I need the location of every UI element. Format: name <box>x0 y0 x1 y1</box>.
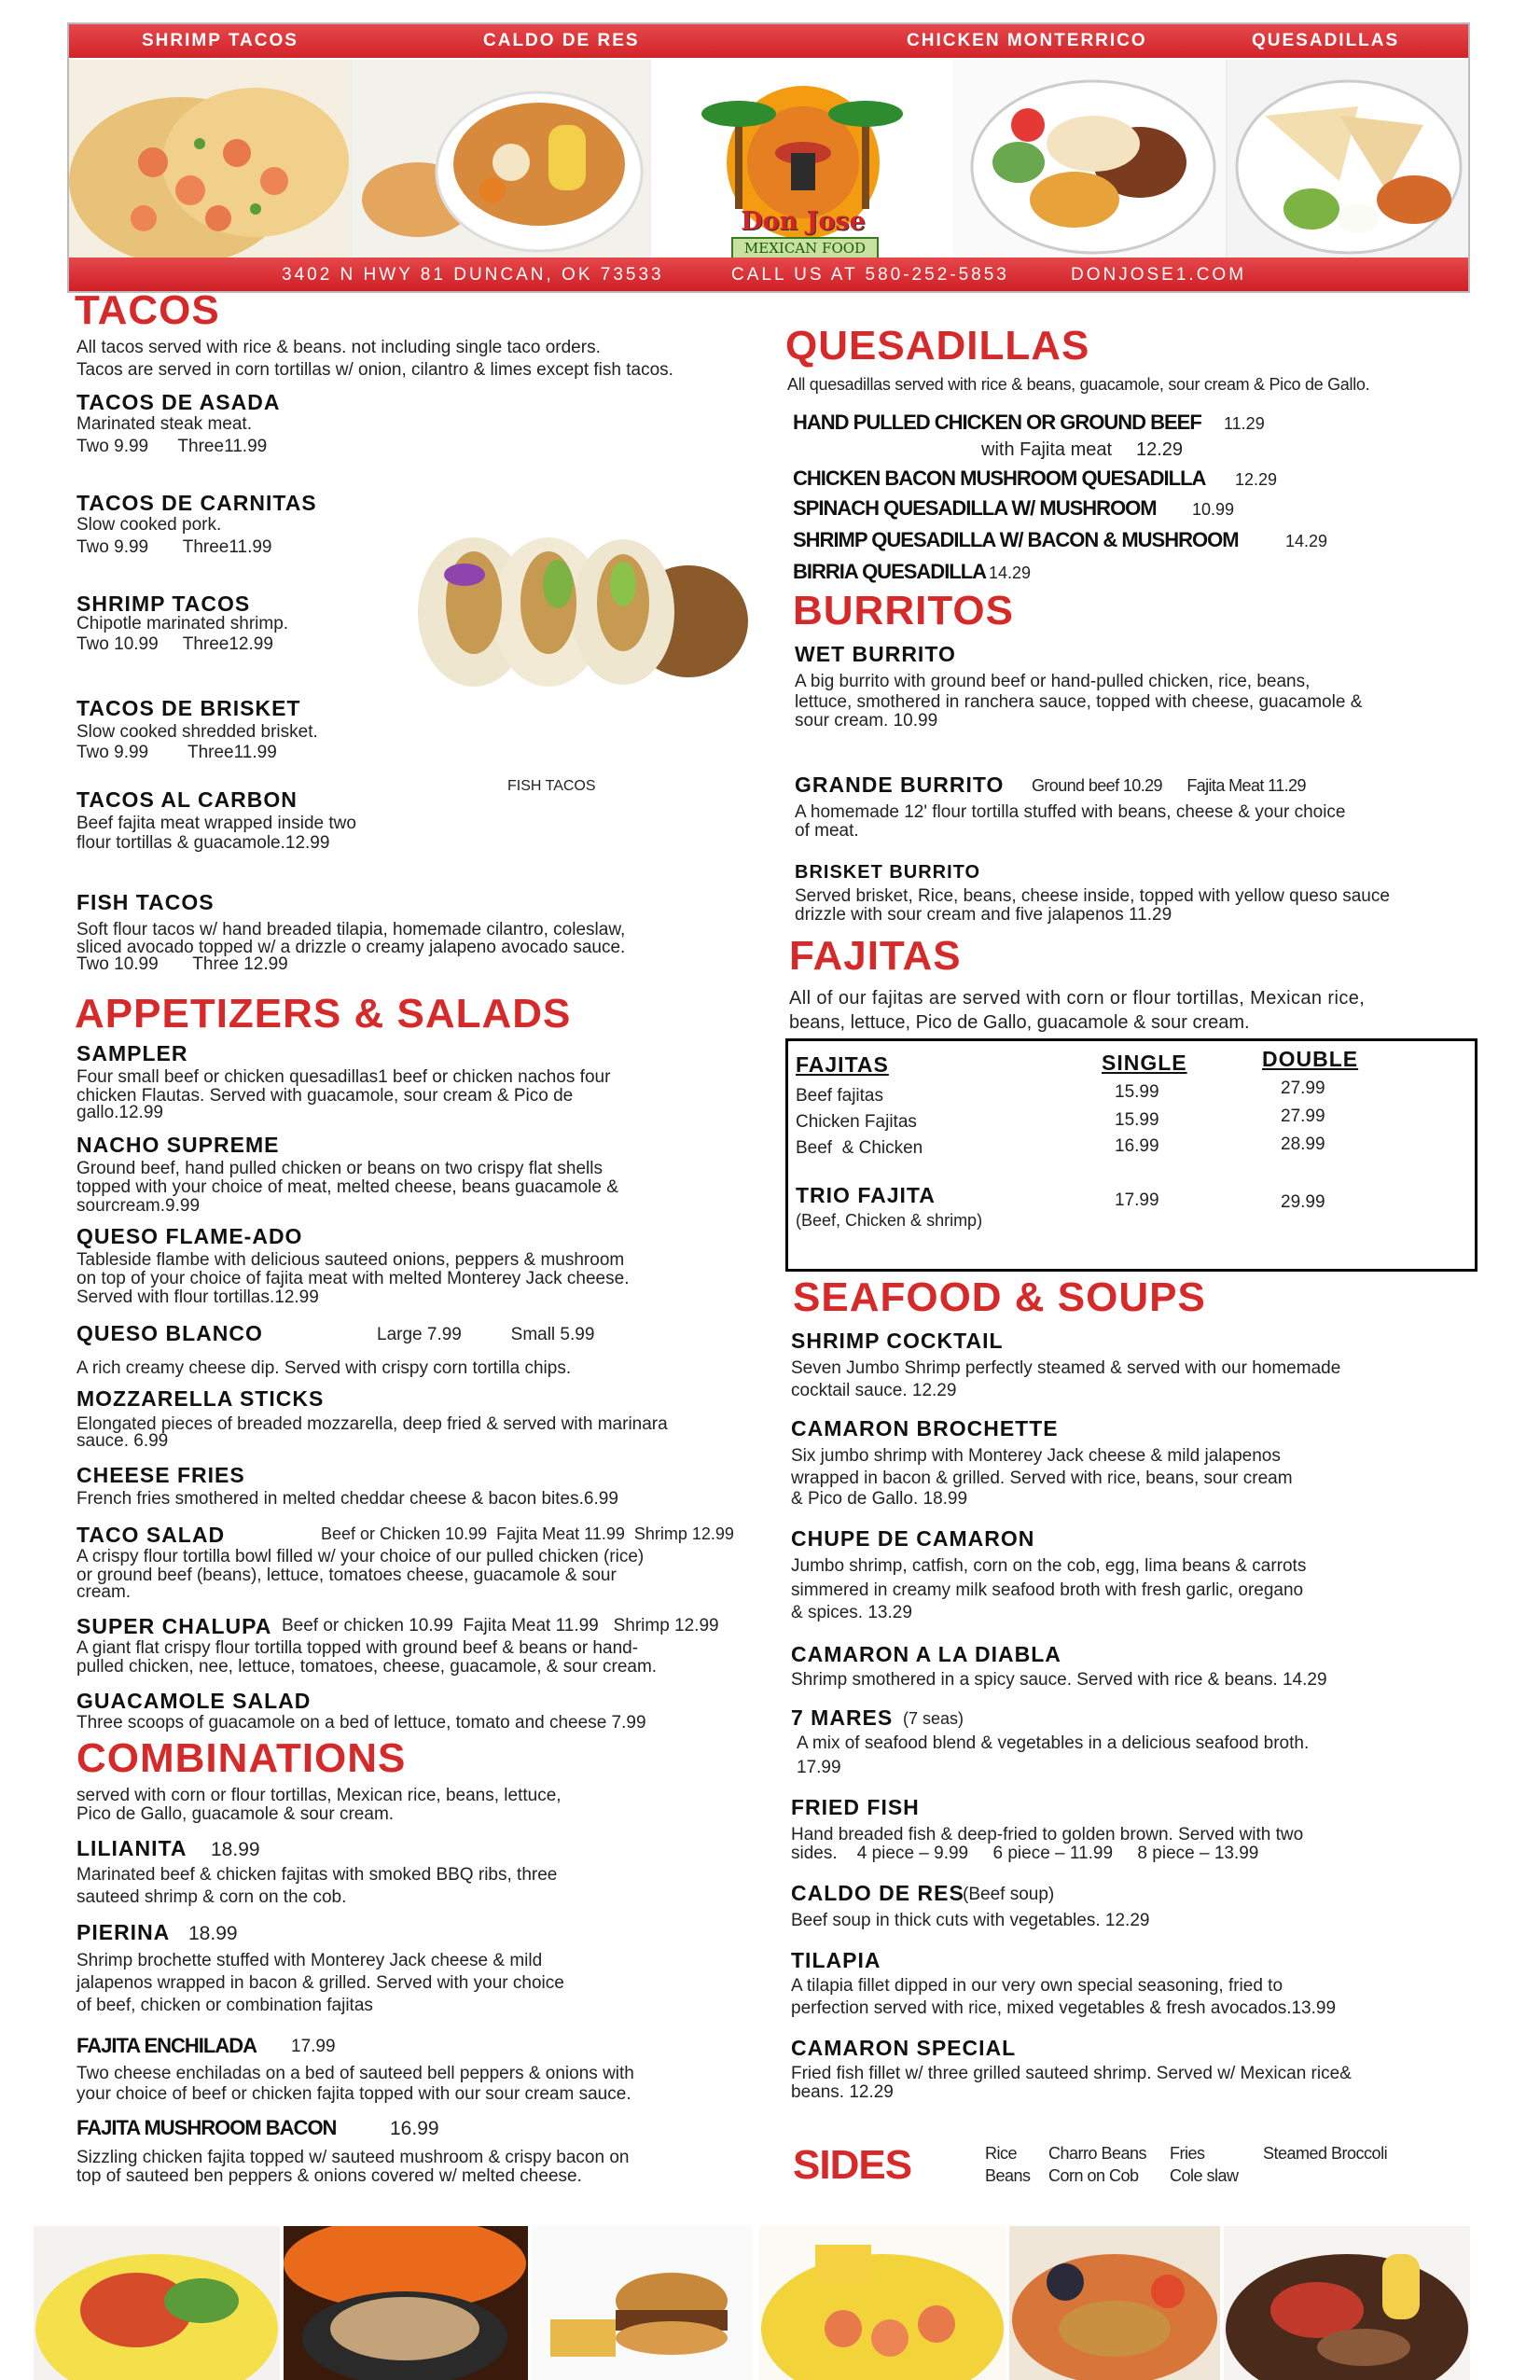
tacos-heading: TACOS <box>75 287 220 333</box>
caption-caldo-de-res: CALDO DE RES <box>483 31 640 50</box>
fish-tacos-photo <box>409 519 750 696</box>
appetizer-item-desc: topped with your choice of meat, melted cheese, beans guacamole & <box>76 1177 618 1197</box>
taco-item-price: Two 10.99 Three12.99 <box>76 634 273 654</box>
taco-item-name: TACOS DE CARNITAS <box>76 491 317 515</box>
combination-item-price: 17.99 <box>291 2037 336 2056</box>
taco-item-desc: Chipotle marinated shrimp. <box>76 614 289 633</box>
seafood-item-desc: Beef soup in thick cuts with vegetables. 12.29 <box>791 1911 1150 1930</box>
sizzling-fajita-photo <box>284 2226 528 2380</box>
seafood-heading: SEAFOOD & SOUPS <box>793 1274 1206 1320</box>
seafood-item-name: CAMARON A LA DIABLA <box>791 1642 1061 1666</box>
side-item: Beans <box>985 2166 1031 2185</box>
seafood-item-name: 7 MARES <box>791 1705 894 1730</box>
appetizer-item-desc: Ground beef, hand pulled chicken or beans on two crispy flat shells <box>76 1159 603 1178</box>
taco-item-name: TACOS DE BRISKET <box>76 696 301 720</box>
appetizer-item-desc: Tableside flambe with delicious sauteed onions, peppers & mushroom <box>76 1250 625 1270</box>
burrito-item-desc: of meat. <box>795 821 859 841</box>
combinations-heading: COMBINATIONS <box>76 1735 407 1781</box>
tacos-intro-line-2: Tacos are served in corn tortillas w/ onion, cilantro & limes except fish tacos. <box>76 360 673 380</box>
taco-item-desc: Slow cooked shredded brisket. <box>76 722 318 742</box>
taco-item-name: TACOS DE ASADA <box>76 390 281 414</box>
single-column-header: SINGLE <box>1102 1051 1187 1075</box>
restaurant-address: 3402 N HWY 81 DUNCAN, OK 73533 <box>282 265 664 285</box>
combinations-intro: Pico de Gallo, guacamole & sour cream. <box>76 1804 395 1824</box>
quesadilla-item-name: HAND PULLED CHICKEN OR GROUND BEEF <box>793 411 1201 434</box>
burritos-heading: BURRITOS <box>793 588 1014 633</box>
logo-name: Don Jose <box>741 207 866 236</box>
shrimp-plate-photo <box>759 2226 1006 2380</box>
restaurant-website[interactable]: DONJOSE1.COM <box>1071 265 1247 285</box>
combination-item-price: 18.99 <box>188 1923 238 1944</box>
burrito-item-desc: lettuce, smothered in ranchera sauce, topped with cheese, guacamole & <box>795 692 1363 712</box>
seafood-item-desc: 17.99 <box>797 1758 841 1777</box>
caldo-de-res-photo <box>353 60 652 267</box>
appetizer-item-desc: sauce. 6.99 <box>76 1431 169 1451</box>
side-item: Fries <box>1170 2144 1205 2163</box>
logo-subtitle: MEXICAN FOOD <box>731 237 879 259</box>
seafood-item-desc: A tilapia fillet dipped in our very own special seasoning, fried to <box>791 1976 1283 1996</box>
appetizer-item-desc: pulled chicken, nee, lettuce, tomatoes, cheese, guacamole, & sour cream. <box>76 1657 658 1677</box>
caption-quesadillas: QUESADILLAS <box>1252 31 1400 50</box>
appetizer-item-name: TACO SALAD <box>76 1523 226 1547</box>
appetizer-item-desc: sourcream.9.99 <box>76 1196 201 1216</box>
appetizer-item-name: SUPER CHALUPA <box>76 1614 272 1638</box>
quesadilla-item-name: CHICKEN BACON MUSHROOM QUESADILLA <box>793 466 1206 490</box>
fajita-row-single: 16.99 <box>1115 1136 1159 1156</box>
quesadillas-heading: QUESADILLAS <box>785 323 1090 369</box>
seafood-platter-photo <box>1009 2226 1220 2380</box>
side-item: Cole slaw <box>1170 2166 1239 2185</box>
appetizer-item-desc: cream. <box>76 1582 132 1602</box>
combination-item-desc: sauteed shrimp & corn on the cob. <box>76 1887 347 1907</box>
quesadilla-item-price: 14.29 <box>1285 532 1328 550</box>
appetizer-item-desc: A rich creamy cheese dip. Served with crispy corn tortilla chips. <box>76 1358 572 1378</box>
appetizer-item-desc: or ground beef (beans), lettuce, tomatoes cheese, guacamole & sour <box>76 1566 617 1585</box>
burrito-item-name: WET BURRITO <box>795 642 956 666</box>
burrito-item-desc: Served brisket, Rice, beans, cheese inside, topped with yellow queso sauce <box>795 886 1390 906</box>
combination-item-desc: Shrimp brochette stuffed with Monterey Jack cheese & mild <box>76 1951 543 1970</box>
fajita-row-double: 27.99 <box>1281 1079 1325 1098</box>
quesadilla-item-name: SHRIMP QUESADILLA W/ BACON & MUSHROOM <box>793 528 1239 551</box>
seafood-item-desc: Jumbo shrimp, catfish, corn on the cob, egg, lima beans & carrots <box>791 1556 1307 1576</box>
burrito-item-name: GRANDE BURRITO <box>795 772 1005 797</box>
seafood-item-name: CALDO DE RES <box>791 1881 964 1905</box>
seafood-item-name: CAMARON BROCHETTE <box>791 1416 1059 1441</box>
seafood-item-desc: Six jumbo shrimp with Monterey Jack cheese & mild jalapenos <box>791 1446 1281 1466</box>
quesadilla-item-option: with Fajita meat <box>981 439 1113 460</box>
seafood-item-name: SHRIMP COCKTAIL <box>791 1329 1004 1353</box>
seafood-item-name: CHUPE DE CAMARON <box>791 1526 1035 1551</box>
seafood-item-desc: & spices. 13.29 <box>791 1603 912 1622</box>
seafood-item-name: CAMARON SPECIAL <box>791 2036 1017 2060</box>
appetizer-item-name: CHEESE FRIES <box>76 1463 245 1487</box>
fajitas-price-table <box>785 1038 1478 1272</box>
seafood-item-note: (Beef soup) <box>963 1885 1055 1904</box>
tacos-intro-line-1: All tacos served with rice & beans. not including single taco orders. <box>76 338 601 357</box>
quesadilla-item-name: SPINACH QUESADILLA W/ MUSHROOM <box>793 496 1157 520</box>
taco-item-price: Two 9.99 Three11.99 <box>76 537 272 557</box>
appetizer-item-sizes: Large 7.99 Small 5.99 <box>377 1325 595 1344</box>
taco-item-desc: Slow cooked pork. <box>76 515 222 535</box>
fajitas-intro: All of our fajitas are served with corn or flour tortillas, Mexican rice, <box>789 988 1366 1009</box>
burrito-item-desc: sour cream. 10.99 <box>795 711 938 731</box>
chicken-monterrico-photo <box>953 60 1228 267</box>
taco-item-desc: Marinated steak meat. <box>76 414 252 434</box>
trio-fajita-single: 17.99 <box>1115 1190 1159 1210</box>
appetizer-item-name: SAMPLER <box>76 1041 188 1065</box>
fajita-row-double: 28.99 <box>1281 1134 1325 1154</box>
shrimp-tacos-photo <box>69 60 354 267</box>
quesadilla-item-price: 12.29 <box>1235 470 1278 489</box>
appetizer-item-desc: chicken Flautas. Served with guacamole, sour cream & Pico de <box>76 1086 574 1106</box>
seafood-item-name: TILAPIA <box>791 1948 881 1972</box>
combination-item-price: 16.99 <box>390 2118 439 2139</box>
quesadilla-item-price: 10.99 <box>1192 500 1235 519</box>
side-item: Steamed Broccoli <box>1263 2144 1388 2163</box>
combination-item-name: FAJITA ENCHILADA <box>76 2034 257 2057</box>
mixed-grill-photo <box>1224 2226 1470 2380</box>
fajitas-column-header: FAJITAS <box>796 1052 889 1077</box>
header-banner <box>67 22 1470 293</box>
seafood-item-desc: cocktail sauce. 12.29 <box>791 1381 957 1400</box>
appetizer-item-name: QUESO BLANCO <box>76 1321 263 1345</box>
appetizer-item-desc: A giant flat crispy flour tortilla topped with ground beef & beans or hand- <box>76 1638 639 1658</box>
fajita-row-single: 15.99 <box>1115 1110 1159 1130</box>
quesadilla-item-name: BIRRIA QUESADILLA <box>793 560 987 583</box>
taco-item-desc: sliced avocado topped w/ a drizzle o creamy jalapeno avocado sauce. <box>76 938 626 957</box>
combination-item-desc: Sizzling chicken fajita topped w/ sauteed mushroom & crispy bacon on <box>76 2148 630 2167</box>
combination-item-name: LILIANITA <box>76 1836 187 1860</box>
appetizer-item-desc: Served with flour tortillas.12.99 <box>76 1287 319 1307</box>
seafood-item-desc: sides. 4 piece – 9.99 6 piece – 11.99 8 piece – 13.99 <box>791 1844 1259 1863</box>
taco-item-desc: Soft flour tacos w/ hand breaded tilapia, homemade cilantro, coleslaw, <box>76 920 626 939</box>
caption-chicken-monterrico: CHICKEN MONTERRICO <box>907 31 1147 50</box>
fajitas-heading: FAJITAS <box>789 933 962 979</box>
appetizer-item-desc: gallo.12.99 <box>76 1103 163 1122</box>
side-item: Charro Beans <box>1048 2144 1147 2163</box>
fajita-row-double: 27.99 <box>1281 1106 1325 1126</box>
trio-fajita-desc: (Beef, Chicken & shrimp) <box>796 1211 983 1230</box>
seafood-item-desc: & Pico de Gallo. 18.99 <box>791 1489 968 1509</box>
quesadillas-intro: All quesadillas served with rice & beans, guacamole, sour cream & Pico de Gallo. <box>787 375 1370 394</box>
side-item: Rice <box>985 2144 1018 2163</box>
fajita-row-name: Beef & Chicken <box>796 1138 923 1158</box>
appetizer-item-name: GUACAMOLE SALAD <box>76 1689 312 1713</box>
quesadilla-item-price: 12.29 <box>1136 439 1184 460</box>
quesadillas-photo <box>1228 60 1468 267</box>
restaurant-phone[interactable]: CALL US AT 580-252-5853 <box>731 265 1009 285</box>
appetizer-item-desc: French fries smothered in melted cheddar cheese & bacon bites.6.99 <box>76 1489 618 1509</box>
appetizer-item-desc: Elongated pieces of breaded mozzarella, deep fried & served with marinara <box>76 1414 668 1434</box>
trio-fajita-name: TRIO FAJITA <box>796 1183 936 1207</box>
taco-item-name: FISH TACOS <box>76 890 215 914</box>
seafood-item-desc: Shrimp smothered in a spicy sauce. Served with rice & beans. 14.29 <box>791 1670 1327 1690</box>
fajita-row-single: 15.99 <box>1115 1082 1159 1102</box>
combination-item-desc: Marinated beef & chicken fajitas with smoked BBQ ribs, three <box>76 1865 558 1885</box>
quesadilla-item-price: 11.29 <box>1224 414 1265 433</box>
seafood-item-desc: simmered in creamy milk seafood broth with fresh garlic, oregano <box>791 1580 1304 1600</box>
fajita-row-name: Beef fajitas <box>796 1086 883 1106</box>
taco-item-name: SHRIMP TACOS <box>76 592 251 616</box>
combination-item-desc: Two cheese enchiladas on a bed of sauteed bell peppers & onions with <box>76 2064 634 2083</box>
fajita-row-name: Chicken Fajitas <box>796 1112 917 1132</box>
quesadilla-item-price: 14.29 <box>989 564 1032 582</box>
burger-and-fries-photo <box>532 2226 752 2380</box>
seafood-item-desc: beans. 12.29 <box>791 2082 894 2102</box>
sides-heading: SIDES <box>793 2142 912 2188</box>
seafood-item-desc: Fried fish fillet w/ three grilled sauteed shrimp. Served w/ Mexican rice& <box>791 2064 1352 2083</box>
burrito-item-desc: drizzle with sour cream and five jalapenos 11.29 <box>795 905 1172 925</box>
combination-item-price: 18.99 <box>211 1839 260 1860</box>
fajitas-intro: beans, lettuce, Pico de Gallo, guacamole & sour cream. <box>789 1012 1250 1033</box>
taco-item-name: TACOS AL CARBON <box>76 787 298 812</box>
appetizer-item-desc: Four small beef or chicken quesadillas1 beef or chicken nachos four <box>76 1067 611 1087</box>
appetizer-item-prices: Beef or chicken 10.99 Fajita Meat 11.99 Shrimp 12.99 <box>282 1616 719 1635</box>
combination-item-desc: of beef, chicken or combination fajitas <box>76 1996 373 2015</box>
appetizer-item-desc: A crispy flour tortilla bowl filled w/ your choice of our pulled chicken (rice) <box>76 1547 645 1566</box>
seafood-item-desc: wrapped in bacon & grilled. Served with rice, beans, sour cream <box>791 1468 1293 1488</box>
side-item: Corn on Cob <box>1048 2166 1139 2185</box>
seafood-item-desc: Hand breaded fish & deep-fried to golden brown. Served with two <box>791 1825 1304 1844</box>
appetizer-item-prices: Beef or Chicken 10.99 Fajita Meat 11.99 Shrimp 12.99 <box>321 1524 734 1543</box>
don-jose-logo <box>651 60 951 267</box>
trio-fajita-double: 29.99 <box>1281 1192 1325 1212</box>
combination-item-name: FAJITA MUSHROOM BACON <box>76 2116 337 2139</box>
appetizer-item-name: NACHO SUPREME <box>76 1133 280 1157</box>
burrito-item-desc: A big burrito with ground beef or hand-pulled chicken, rice, beans, <box>795 672 1311 691</box>
combination-item-desc: your choice of beef or chicken fajita topped with our sour cream sauce. <box>76 2084 631 2104</box>
taco-item-price: Two 9.99 Three11.99 <box>76 743 277 762</box>
combination-item-desc: jalapenos wrapped in bacon & grilled. Served with your choice <box>76 1973 564 1993</box>
appetizer-item-desc: Three scoops of guacamole on a bed of lettuce, tomato and cheese 7.99 <box>76 1713 646 1733</box>
taco-item-price: Two 10.99 Three 12.99 <box>76 954 288 974</box>
burrito-item-prices: Ground beef 10.29 Fajita Meat 11.29 <box>1032 776 1306 795</box>
caption-shrimp-tacos: SHRIMP TACOS <box>142 31 298 50</box>
taco-item-price: Two 9.99 Three11.99 <box>76 437 268 456</box>
burrito-item-desc: A homemade 12' flour tortilla stuffed with beans, cheese & your choice <box>795 802 1346 822</box>
appetizer-item-name: MOZZARELLA STICKS <box>76 1386 325 1411</box>
enchiladas-photo <box>34 2226 280 2380</box>
seafood-item-desc: Seven Jumbo Shrimp perfectly steamed & served with our homemade <box>791 1358 1341 1378</box>
combination-item-name: PIERINA <box>76 1920 171 1944</box>
seafood-item-note: (7 seas) <box>903 1709 964 1728</box>
combination-item-desc: top of sauteed ben peppers & onions covered w/ melted cheese. <box>76 2166 582 2186</box>
appetizer-item-name: QUESO FLAME-ADO <box>76 1224 303 1248</box>
taco-item-desc: Beef fajita meat wrapped inside two <box>76 814 356 833</box>
taco-item-desc: flour tortillas & guacamole.12.99 <box>76 833 330 853</box>
double-column-header: DOUBLE <box>1262 1047 1359 1071</box>
banner-caption-bar <box>69 24 1468 58</box>
appetizers-heading: APPETIZERS & SALADS <box>75 991 572 1037</box>
burrito-item-name: BRISKET BURRITO <box>795 862 981 883</box>
combinations-intro: served with corn or flour tortillas, Mexican rice, beans, lettuce, <box>76 1786 562 1805</box>
appetizer-item-desc: on top of your choice of fajita meat with melted Monterey Jack cheese. <box>76 1269 630 1288</box>
banner-contact-bar <box>69 257 1468 291</box>
fish-tacos-photo-caption: FISH TACOS <box>507 778 596 794</box>
seafood-item-desc: perfection served with rice, mixed vegetables & fresh avocados.13.99 <box>791 1998 1337 2018</box>
seafood-item-name: FRIED FISH <box>791 1795 920 1819</box>
seafood-item-desc: A mix of seafood blend & vegetables in a delicious seafood broth. <box>797 1733 1310 1753</box>
